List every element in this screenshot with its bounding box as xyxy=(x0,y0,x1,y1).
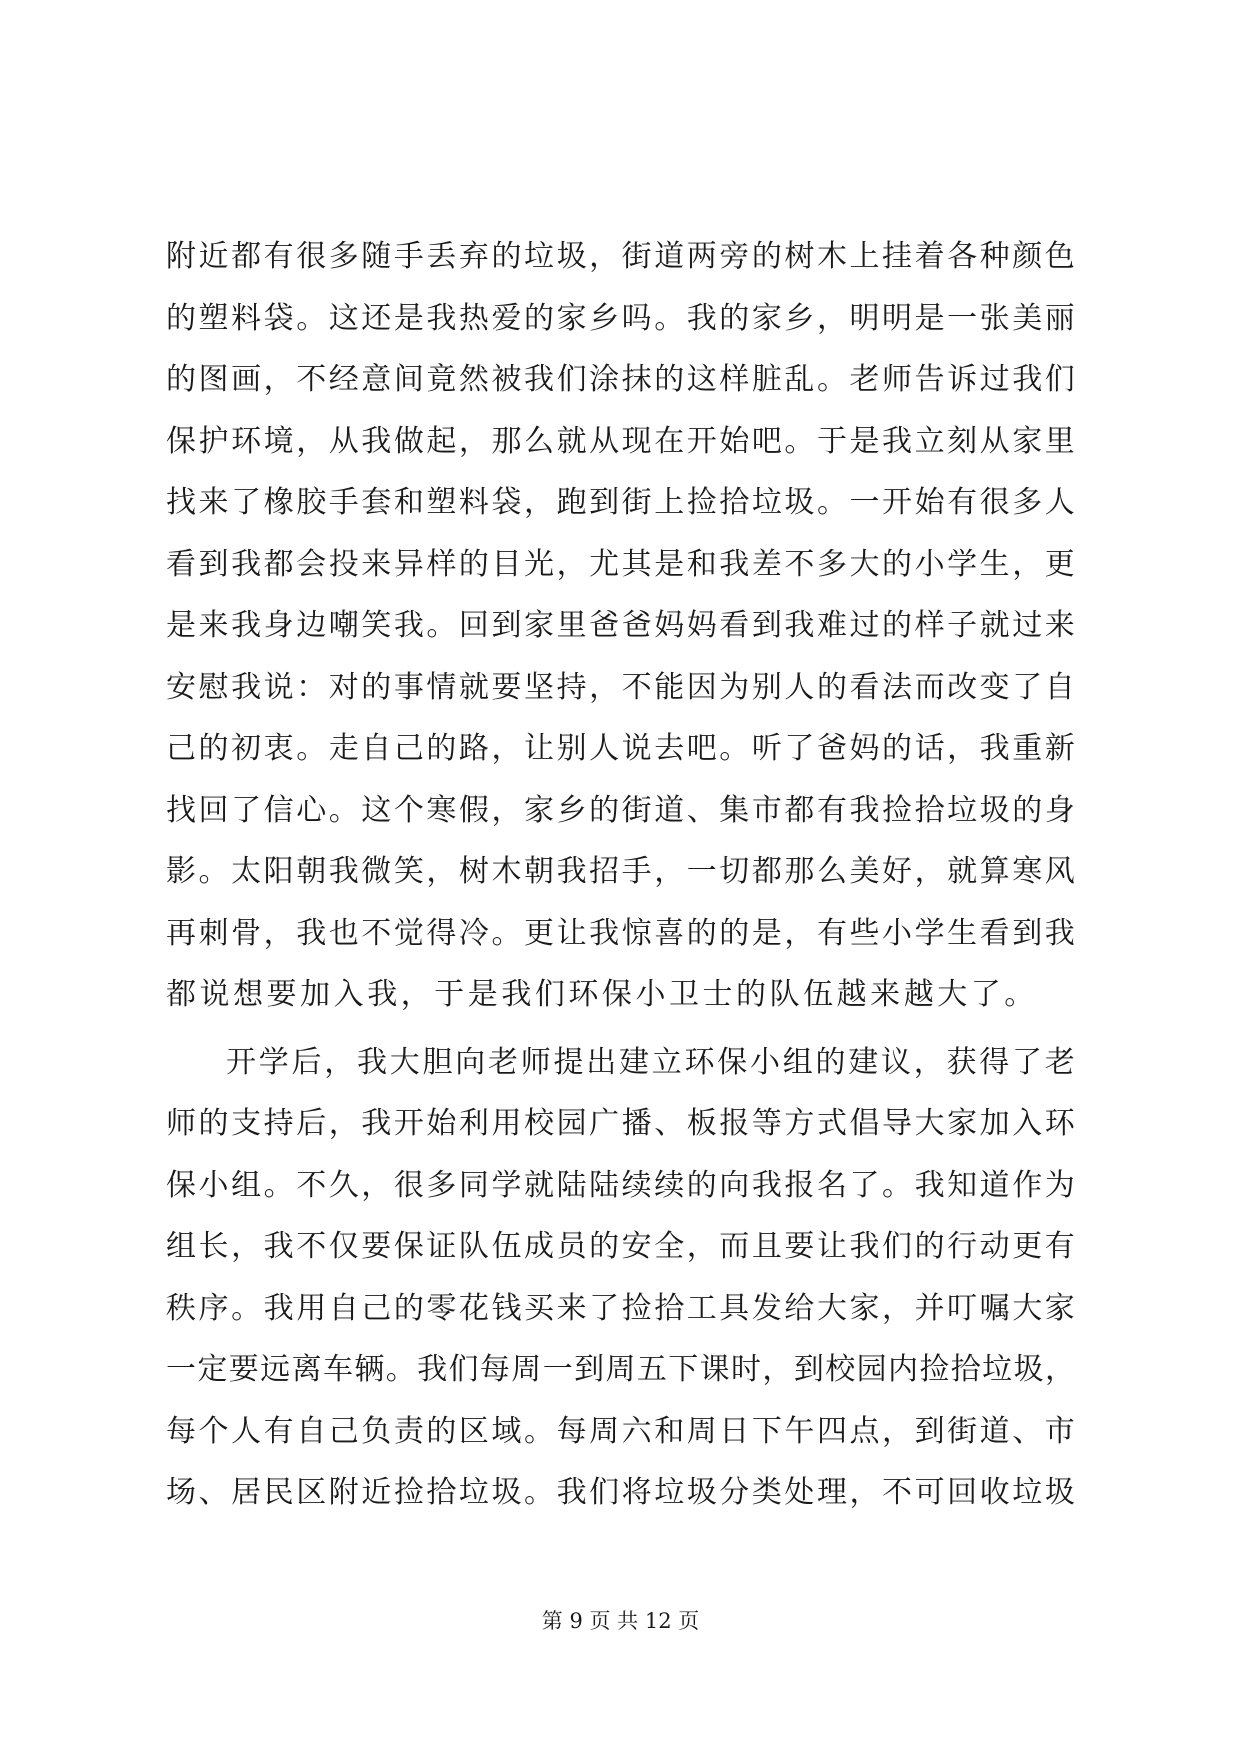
text-line: 找 回 了 信 心 。 这 个 寒 假 ， 家 乡 的 街 道 、 集 市 都 有 我 捡 拾 垃 圾 的 身 xyxy=(166,792,1075,828)
page-footer: 第 9 页 共 12 页 xyxy=(541,1609,700,1633)
text-line: 的 图 画 ， 不 经 意 间 竟 然 被 我 们 涂 抹 的 这 样 脏 乱 。 老 师 告 诉 过 我 们 xyxy=(166,362,1075,397)
text-line: 找 来 了 橡 胶 手 套 和 塑 料 袋 ， 跑 到 街 上 捡 拾 垃 圾 。 一 开 始 有 很 多 人 xyxy=(166,485,1075,520)
text-line: 保 小 组 。 不 久 ， 很 多 同 学 就 陆 陆 续 续 的 向 我 报 名 了 。 我 知 道 作 为 xyxy=(166,1167,1075,1203)
text-line: 的 塑 料 袋 。 这 还 是 我 热 爱 的 家 乡 吗 。 我 的 家 乡 ， 明 明 是 一 张 美 丽 xyxy=(166,300,1075,336)
text-line: 一 定 要 远 离 车 辆 。 我 们 每 周 一 到 周 五 下 课 时 ， 到 校 园 内 捡 拾 垃 圾 ， xyxy=(166,1352,1075,1387)
body-text xyxy=(166,226,1075,1524)
text-line: 影 。 太 阳 朝 我 微 笑 ， 树 木 朝 我 招 手 ， 一 切 都 那 么 美 好 ， 就 算 寒 风 xyxy=(166,854,1075,889)
text-line: 都 说 想 要 加 入 我 ， 于 是 我 们 环 保 小 卫 士 的 队 伍 越 来 越 大 了 。 xyxy=(166,977,1035,1012)
text-line: 场 、 居 民 区 附 近 捡 拾 垃 圾 。 我 们 将 垃 圾 分 类 处 理 ， 不 可 回 收 垃 圾 xyxy=(166,1475,1075,1510)
text-line: 是 来 我 身 边 嘲 笑 我 。 回 到 家 里 爸 爸 妈 妈 看 到 我 难 过 的 样 子 就 过 来 xyxy=(166,608,1075,643)
text-line: 组 长 ， 我 不 仅 要 保 证 队 伍 成 员 的 安 全 ， 而 且 要 让 我 们 的 行 动 更 有 xyxy=(166,1229,1075,1264)
text-line: 再 刺 骨 ， 我 也 不 觉 得 冷 。 更 让 我 惊 喜 的 的 是 ， 有 些 小 学 生 看 到 我 xyxy=(166,915,1075,951)
text-line: 看 到 我 都 会 投 来 异 样 的 目 光 ， 尤 其 是 和 我 差 不 多 大 的 小 学 生 ， 更 xyxy=(166,546,1075,582)
text-line: 己 的 初 衷 。 走 自 己 的 路 ， 让 别 人 说 去 吧 。 听 了 爸 妈 的 话 ， 我 重 新 xyxy=(166,731,1075,766)
text-line: 开 学 后 ， 我 大 胆 向 老 师 提 出 建 立 环 保 小 组 的 建 议 ， 获 得 了 老 xyxy=(226,1044,1075,1080)
text-line: 师 的 支 持 后 ， 我 开 始 利 用 校 园 广 播 、 板 报 等 方 式 倡 导 大 家 加 入 环 xyxy=(166,1106,1075,1141)
text-line: 秩 序 。 我 用 自 己 的 零 花 钱 买 来 了 捡 拾 工 具 发 给 大 家 ， 并 叮 嘱 大 家 xyxy=(166,1290,1075,1326)
text-line: 附 近 都 有 很 多 随 手 丢 弃 的 垃 圾 ， 街 道 两 旁 的 树 木 上 挂 着 各 种 颜 色 xyxy=(166,239,1075,274)
text-line: 安 慰 我 说 ： 对 的 事 情 就 要 坚 持 ， 不 能 因 为 别 人 的 看 法 而 改 变 了 自 xyxy=(166,669,1075,705)
text-line: 每 个 人 有 自 己 负 责 的 区 域 。 每 周 六 和 周 日 下 午 四 点 ， 到 街 道 、 市 xyxy=(166,1413,1075,1449)
text-line: 保 护 环 境 ， 从 我 做 起 ， 那 么 就 从 现 在 开 始 吧 。 于 是 我 立 刻 从 家 里 xyxy=(166,423,1075,459)
